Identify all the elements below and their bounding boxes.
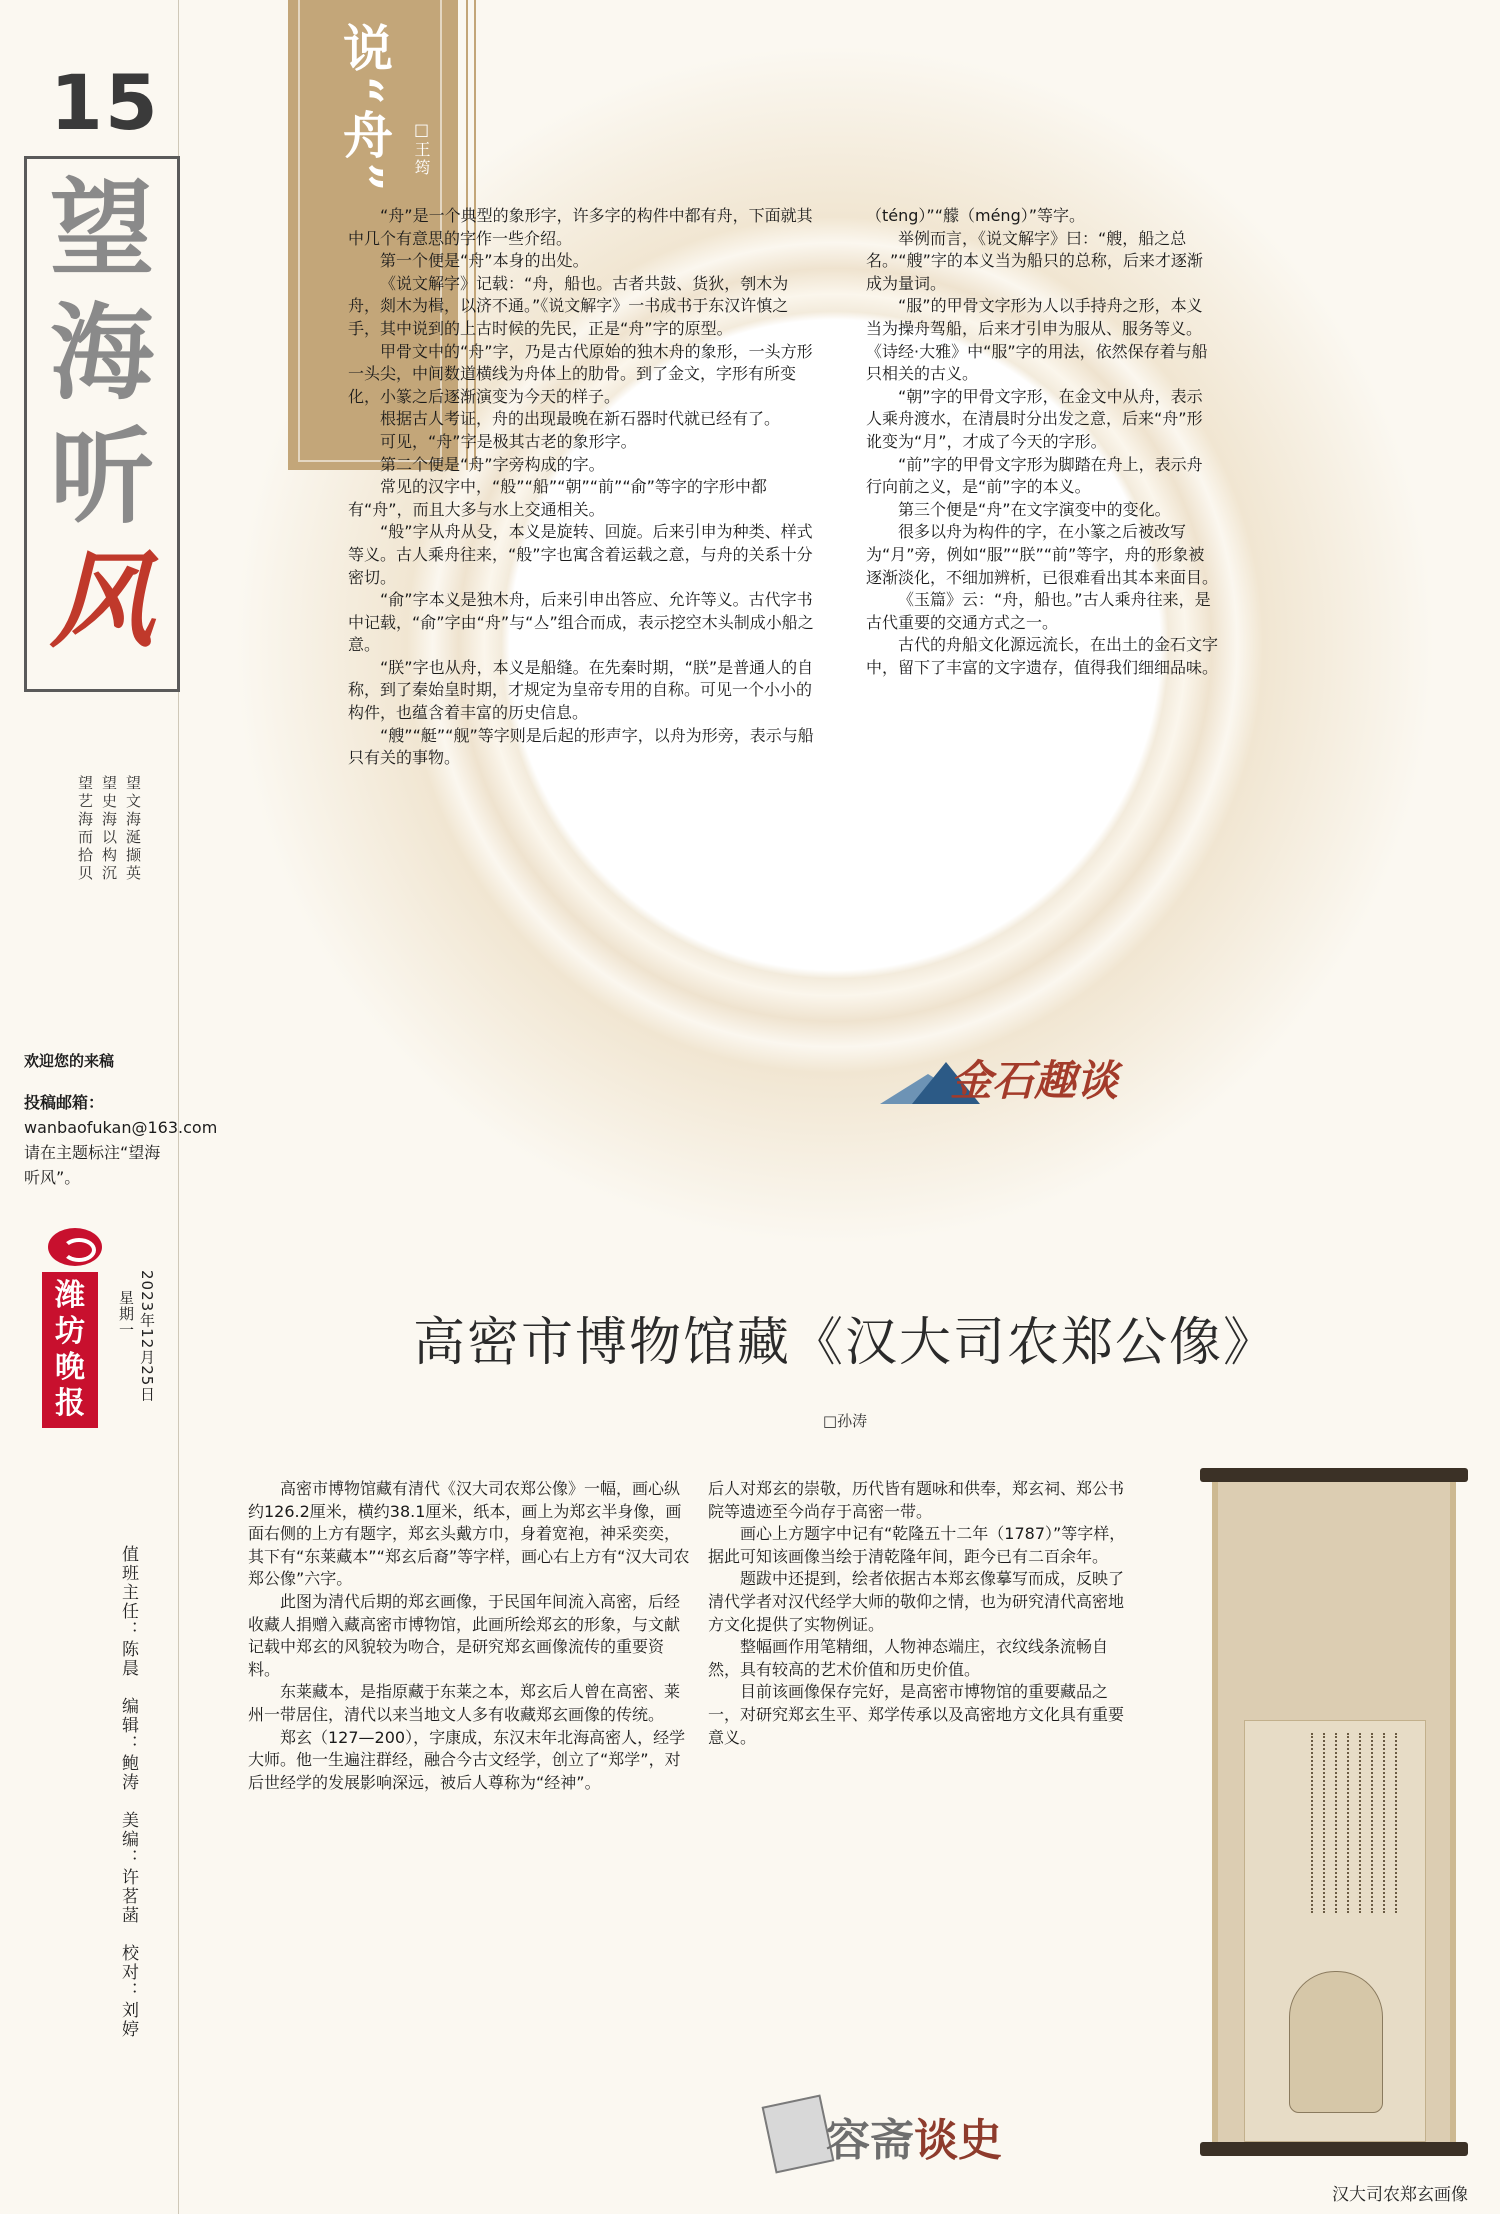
scroll-rod-bottom (1200, 2142, 1468, 2156)
issue-date (116, 1270, 158, 1402)
paragraph: “朕”字也从舟，本义是船缝。在先秦时期，“朕”是普通人的自称，到了秦始皇时期，才规定为皇帝专用的自称。可见一个小小的构件，也蕴含着丰富的历史信息。 (348, 657, 814, 723)
paragraph: 《玉篇》云：“舟，船也。”古人乘舟往来，是古代重要的交通方式之一。 (866, 590, 1211, 632)
masthead-subtitles (16, 775, 166, 945)
paragraph: 举例而言，《说文解字》曰：“艘，船之总名。”“艘”字的本义当为船只的总称，后来才逐渐成为量词。 (866, 228, 1203, 293)
paragraph: 郑玄（127—200），字康成，东汉末年北海高密人，经学大师。他一生遍注群经，融合今古文经学，创立了“郑学”，对后世经学的发展影响深远，被后人尊称为“经神”。 (248, 1727, 686, 1792)
column-logo-accent: 谈史 (914, 2115, 1002, 2166)
newspaper-name: 潍坊晚报 (42, 1272, 98, 1428)
issue-weekday: 星期一 (117, 1290, 135, 1338)
masthead-char-3: 听 (49, 415, 154, 538)
paragraph: 画心上方题字中记有“乾隆五十二年（1787）”等字样，据此可知该画像当绘于清乾隆年间，距今已有二百余年。 (708, 1524, 1126, 1566)
book-icon (762, 2095, 835, 2174)
article-column-d (708, 1478, 1134, 1749)
paragraph: 第一个便是“舟”本身的出处。 (380, 251, 589, 271)
article-headline: 高密市博物馆藏《汉大司农郑公像》 (412, 1313, 1277, 1373)
page-number: 15 (50, 58, 160, 147)
paragraph: 此图为清代后期的郑玄画像，于民国年间流入高密，后经收藏人捐赠入藏高密市博物馆，此画所绘郑玄的形象，与文献记载中郑玄的风貌较为吻合，是研究郑玄画像流传的重要资料。 (248, 1591, 681, 1679)
painting-panel (1244, 1720, 1426, 2142)
welcome-text: 欢迎您的来稿 (24, 1052, 115, 1070)
paragraph: 第三个便是“舟”在文字演变中的变化。 (898, 499, 1171, 519)
calligraphy-line (1311, 1733, 1314, 1913)
paragraph: 后人对郑玄的崇敬，历代皆有题咏和供奉，郑玄祠、郑公书院等遗迹至今尚存于高密一带。 (708, 1479, 1125, 1521)
issue-date-text: 2023年12月25日 (138, 1270, 156, 1403)
paragraph: 常见的汉字中，“般”“船”“朝”“前”“俞”等字的字形中都有“舟”，而且大多与水上交通相关。 (348, 477, 767, 519)
paragraph: 根据古人考证，舟的出现最晚在新石器时代就已经有了。 (380, 409, 781, 429)
paragraph: 古代的舟船文化源远流长，在出土的金石文字中，留下了丰富的文字遗存，值得我们细细品味。 (866, 635, 1219, 677)
paragraph: “般”字从舟从殳，本义是旋转、回旋。后来引申为种类、样式等义。古人乘舟往来，“般”字也寓含着运载之意，与舟的关系十分密切。 (348, 522, 813, 587)
feature-column-b (866, 205, 1218, 679)
paragraph: 高密市博物馆藏有清代《汉大司农郑公像》一幅，画心纵约126.2厘米，横约38.1厘米，纸本，画上为郑玄半身像，画面右侧的上方有题字，郑玄头戴方巾，身着宽袍，神采奕奕，其下有“东莱藏本”“郑玄后裔”等字样，画心右上方有“汉大司农郑公像”六字。 (248, 1479, 690, 1589)
image-caption: 汉大司农郑玄画像 (1332, 2185, 1468, 2205)
paragraph: 整幅画作用笔精细，人物神态端庄，衣纹线条流畅自然，具有较高的艺术价值和历史价值。 (708, 1637, 1109, 1679)
article-byline: □孙涛 (822, 1412, 868, 1430)
scroll-rod-top (1200, 1468, 1468, 1482)
contribution-info (24, 1090, 218, 1190)
paragraph: 题跋中还提到，绘者依据古本郑玄像摹写而成，反映了清代学者对汉代经学大师的敬仰之情，也为研究清代高密地方文化提供了实物例证。 (708, 1569, 1125, 1634)
paragraph: 很多以舟为构件的字，在小篆之后被改写为“月”旁，例如“服”“朕”“前”等字，舟的形象被逐渐淡化，不细加辨析，已很难看出其本来面目。 (866, 522, 1219, 587)
subtitle-1: 望文海涎撷英 (124, 775, 142, 883)
paragraph: 《说文解字》记载：“舟，船也。古者共鼓、货狄，刳木为舟，剡木为楫，以济不通。”《说文解字》一书成书于东汉许慎之手，其中说到的上古时候的先民，正是“舟”字的原型。 (348, 273, 789, 338)
masthead-column (0, 0, 218, 2214)
calligraphy-line (1335, 1733, 1338, 1913)
paragraph: 东莱藏本，是指原藏于东莱之本，郑玄后人曾在高密、莱州一带居住，清代以来当地文人多有收藏郑玄画像的传统。 (248, 1682, 681, 1724)
paragraph: 可见，“舟”字是极其古老的象形字。 (380, 431, 637, 451)
feature-author: □王筠 (412, 120, 431, 177)
masthead-char-2: 海 (49, 291, 154, 414)
portrait-figure (1289, 1971, 1383, 2113)
newspaper-brand (42, 1228, 112, 1428)
calligraphy-line (1323, 1733, 1326, 1913)
subtitle-2: 望史海以构沉 (100, 775, 118, 883)
column-logo-jinshi (880, 1040, 1150, 1110)
contrib-note: 请在主题标注“望海听风”。 (24, 1143, 161, 1187)
calligraphy-line (1371, 1733, 1374, 1913)
masthead-char-4: 风 (49, 539, 154, 662)
paragraph: 第二个便是“舟”字旁构成的字。 (380, 454, 605, 474)
calligraphy-line (1347, 1733, 1350, 1913)
scroll-paper (1212, 1482, 1456, 2142)
calligraphy-line (1359, 1733, 1362, 1913)
newspaper-logo-icon (48, 1228, 102, 1266)
masthead-box (24, 156, 180, 692)
column-logo-text: 金石趣谈 (950, 1056, 1119, 1105)
scroll-painting-image (1200, 1468, 1468, 2168)
article-column-c (248, 1478, 692, 1794)
paragraph: “舟”是一个典型的象形字，许多字的构件中都有舟，下面就其中几个有意思的字作一些介绍。 (348, 206, 813, 248)
paragraph: 目前该画像保存完好，是高密市博物馆的重要藏品之一，对研究郑玄生平、郑学传承以及高密地方文化具有重要意义。 (708, 1682, 1125, 1747)
paragraph: 甲骨文中的“舟”字，乃是古代原始的独木舟的象形，一头方形一头尖，中间数道横线为舟体上的肋骨。到了金文，字形有所变化，小篆之后逐渐演变为今天的样子。 (348, 341, 813, 406)
contrib-label: 投稿邮箱： (24, 1093, 105, 1112)
editorial-credits: 值班主任：陈晨 编辑：鲍涛 美编：许茗菡 校对：刘婷 (118, 1545, 138, 2039)
paragraph: “俞”字本义是独木舟，后来引申出答应、允许等义。古代字书中记载，“俞”字由“舟”与“亼”组合而成，表示挖空木头制成小船之意。 (348, 590, 814, 655)
calligraphy-line (1395, 1733, 1398, 1913)
paragraph: （téng）”“艨（méng）”等字。 (866, 206, 1086, 225)
contrib-email[interactable]: wanbaofukan@163.com (24, 1118, 218, 1137)
column-logo-rongzhai (768, 2094, 1048, 2174)
paragraph: “前”字的甲骨文字形为脚踏在舟上，表示舟行向前之义，是“前”字的本义。 (866, 454, 1203, 497)
calligraphy-line (1383, 1733, 1386, 1913)
paragraph: “服”的甲骨文字形为人以手持舟之形，本义当为操舟驾船，后来才引申为服从、服务等义。《诗经·大雅》中“服”字的用法，依然保存着与船只相关的古义。 (866, 296, 1208, 384)
feature-title: 说“舟” (335, 22, 394, 196)
column-logo-part: 容斋 (826, 2115, 914, 2166)
masthead-char-1: 望 (49, 167, 154, 290)
masthead-title (37, 167, 167, 663)
subtitle-3: 望艺海而拾贝 (76, 775, 94, 883)
column-logo-text (826, 2104, 1002, 2168)
feature-column-a (348, 205, 816, 770)
paragraph: “朝”字的甲骨文字形，在金文中从舟，表示人乘舟渡水，在清晨时分出发之意，后来“舟”形讹变为“月”，才成了今天的字形。 (866, 386, 1203, 451)
paragraph: “艘”“艇”“舰”等字则是后起的形声字，以舟为形旁，表示与船只有关的事物。 (348, 725, 814, 768)
